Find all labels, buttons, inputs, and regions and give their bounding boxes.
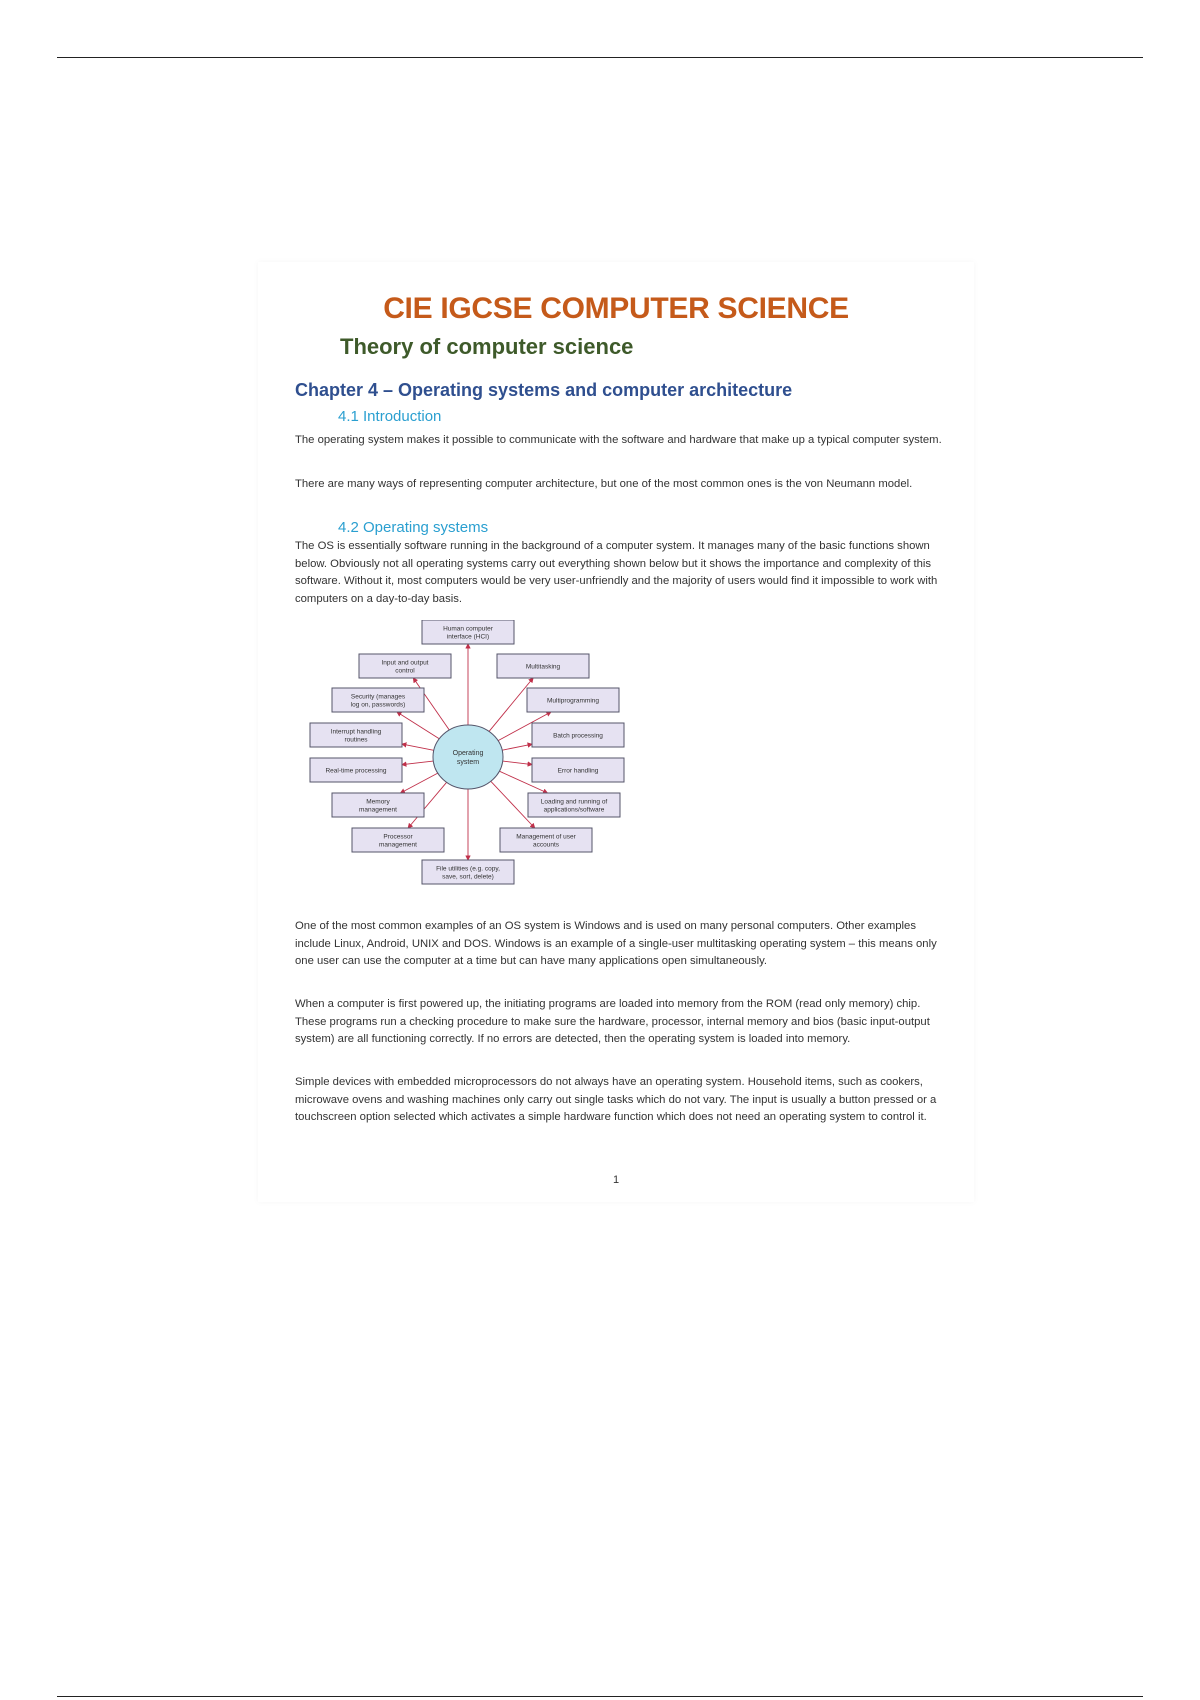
diagram-node xyxy=(422,860,514,884)
diagram-node xyxy=(352,828,444,852)
diagram-node-label-line: control xyxy=(395,667,415,675)
paragraph-os-4: Simple devices with embedded microprocessors do not always have an operating system. Household items, such as cookers, microwave ovens and washing machines only carry out single tasks which do not vary. The input is usually a button pressed or a touchscreen option selected which activates a simple hardware function which does not need an operating system to control it. xyxy=(295,1076,937,1124)
diagram-center-label-line: system xyxy=(456,759,480,766)
diagram-node-label-line: Processor xyxy=(383,833,413,841)
diagram-node-label-line: applications/software xyxy=(543,806,605,814)
diagram-center-node xyxy=(433,725,503,789)
diagram-node xyxy=(532,758,624,782)
diagram-arrow xyxy=(397,712,439,739)
page-number: 1 xyxy=(612,1174,620,1186)
top-rule xyxy=(57,57,1143,58)
diagram-arrow xyxy=(402,761,433,765)
diagram-node-label xyxy=(553,733,603,740)
diagram-node xyxy=(528,793,620,817)
diagram-node-label xyxy=(547,698,599,705)
diagram-node xyxy=(310,723,402,747)
diagram-node xyxy=(359,654,451,678)
paragraph-os-3: When a computer is first powered up, the initiating programs are loaded into memory from the ROM (read only memory) chip. These programs run a checking procedure to make sure the hardware, processor, internal memory and bios (basic input-output system) are all functioning correctly. If no errors are detected, then the operating system is loaded into memory. xyxy=(295,998,930,1046)
diagram-node-label-line: Multitasking xyxy=(525,663,561,671)
diagram-node-label-line: management xyxy=(359,806,397,814)
diagram-node-label xyxy=(325,768,386,775)
section-heading-introduction: 4.1 Introduction xyxy=(338,408,442,425)
paragraph-intro-2: There are many ways of representing computer architecture, but one of the most common ones is the von Neumann model. xyxy=(295,478,913,490)
diagram-arrow xyxy=(502,744,532,750)
document-subtitle: Theory of computer science xyxy=(340,334,634,359)
section-heading-operating-systems: 4.2 Operating systems xyxy=(338,519,489,536)
diagram-node-label-line: Batch processing xyxy=(553,732,603,740)
document-title: CIE IGCSE COMPUTER SCIENCE xyxy=(383,292,849,325)
paragraph-os-1: The OS is essentially software running in the background of a computer system. It manages many of the basic functions shown below. Obviously not all operating systems carry out everything shown below but it shows the importance and complexity of this software. Without it, most computers would be very user-unfriendly and the majority of users would find it impossible to work with computers on a day-to-day basis. xyxy=(295,540,938,605)
diagram-node-label xyxy=(379,834,417,849)
diagram-node-label-line: Management of user xyxy=(516,833,576,841)
diagram-node-label-line: Interrupt handling xyxy=(330,728,382,736)
diagram-node-label-line: Multiprogramming xyxy=(546,697,600,705)
diagram-node-label-line: routines xyxy=(344,736,368,744)
diagram-arrow xyxy=(503,761,532,764)
diagram-node-label-line: save, sort, delete) xyxy=(442,873,494,881)
diagram-node-label-line: Loading and running of xyxy=(540,798,608,806)
diagram-node-label xyxy=(541,799,608,814)
paragraph-os-2: One of the most common examples of an OS system is Windows and is used on many personal computers. Other examples include Linux, Android, UNIX and DOS. Windows is an example of a single-user multitasking operating system – this means only one user can use the computer at a time but can have many applications open simultaneously. xyxy=(295,920,937,968)
diagram-node-label-line: management xyxy=(379,841,417,849)
diagram-node xyxy=(310,758,402,782)
chapter-heading: Chapter 4 – Operating systems and computer architecture xyxy=(295,380,793,400)
diagram-node-label xyxy=(526,664,561,671)
diagram-center-label-line: Operating xyxy=(452,750,484,757)
diagram-node xyxy=(527,688,619,712)
diagram-node-label-line: Real-time processing xyxy=(325,767,387,775)
bottom-rule xyxy=(57,1696,1143,1697)
diagram-node-label-line: Error handling xyxy=(557,767,599,775)
diagram-arrow xyxy=(401,773,438,793)
diagram-node-label xyxy=(436,866,500,881)
diagram-node-label xyxy=(558,768,599,775)
diagram-node xyxy=(500,828,592,852)
diagram-node-label-line: Human computer xyxy=(443,625,493,633)
diagram-node-label xyxy=(443,626,494,641)
os-functions-diagram xyxy=(296,620,636,902)
diagram-node-label-line: accounts xyxy=(532,841,560,849)
diagram-node xyxy=(422,620,514,644)
diagram-node xyxy=(332,793,424,817)
diagram-node xyxy=(532,723,624,747)
document-page xyxy=(258,262,974,1202)
diagram-arrow xyxy=(402,744,434,750)
diagram-node-label xyxy=(351,694,406,709)
diagram-node-label-line: Memory xyxy=(366,798,390,806)
diagram-node-label-line: File utilities (e.g. copy, xyxy=(436,865,500,873)
diagram-node-label-line: Security (manages xyxy=(350,693,406,701)
diagram-node xyxy=(332,688,424,712)
diagram-node-label-line: interface (HCI) xyxy=(446,633,490,641)
diagram-node-label-line: log on, passwords) xyxy=(350,701,406,709)
paragraph-intro-1: The operating system makes it possible to communicate with the software and hardware that make up a typical computer system. xyxy=(295,434,942,446)
diagram-node-label-line: Input and output xyxy=(381,659,429,667)
diagram-node xyxy=(497,654,589,678)
